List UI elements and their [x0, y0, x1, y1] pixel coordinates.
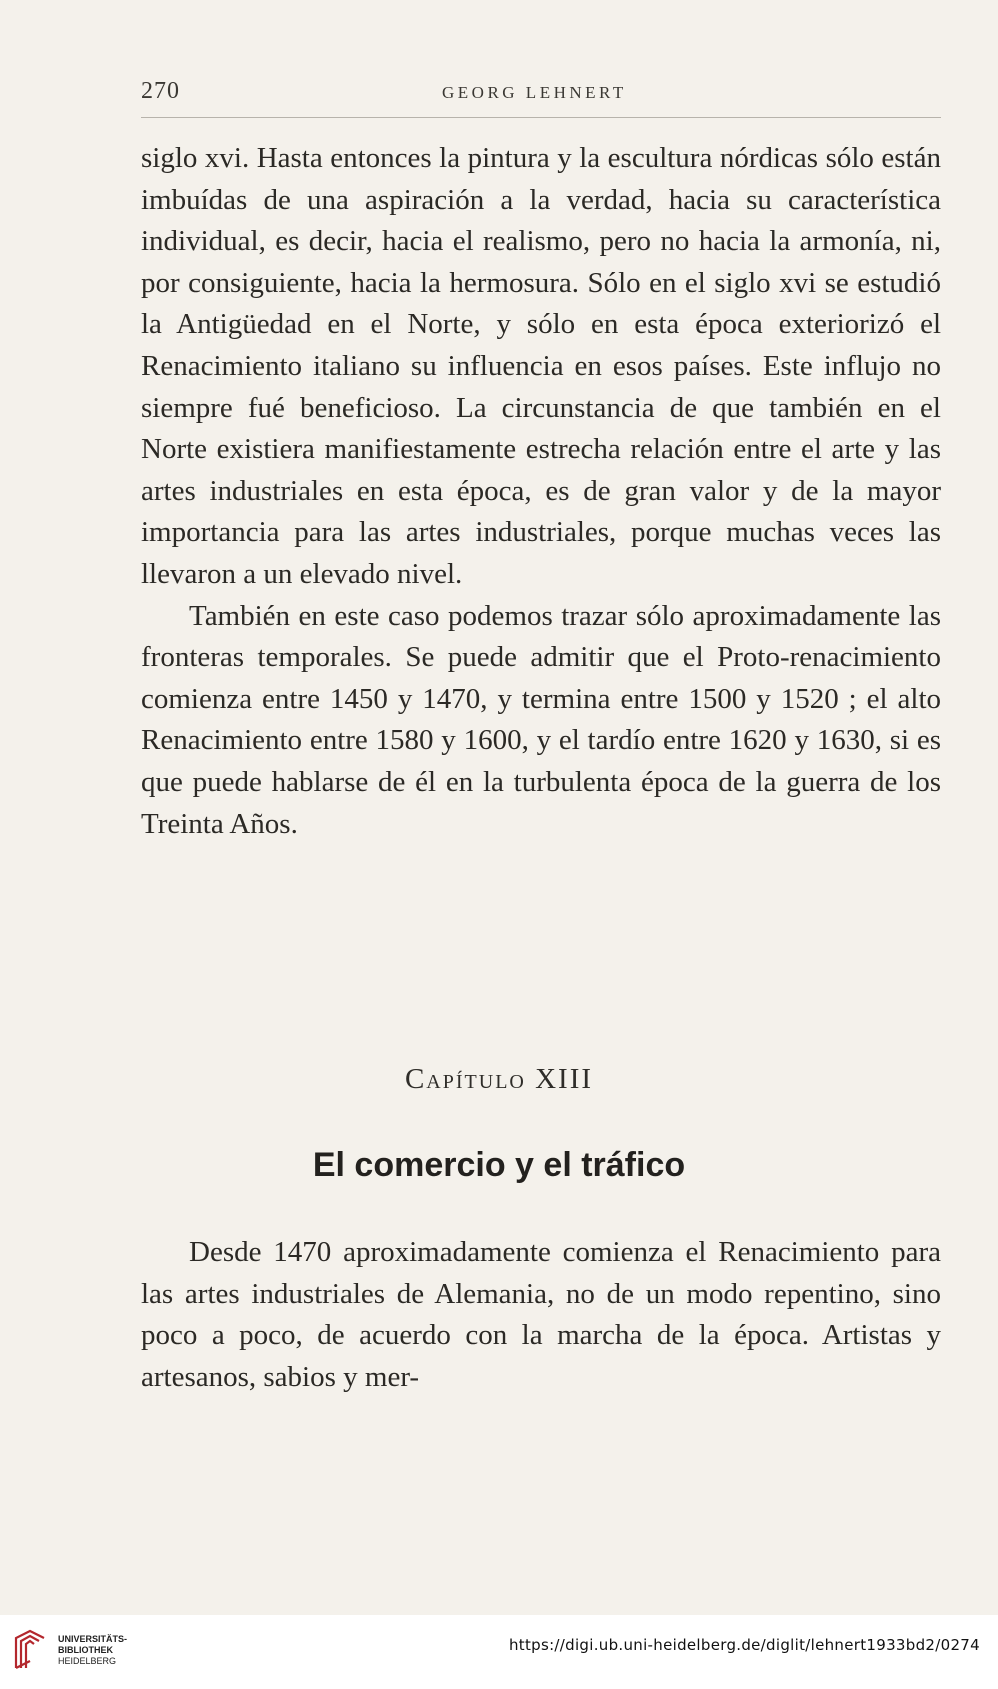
- library-name-line: BIBLIOTHEK: [58, 1645, 113, 1655]
- body-text-section-2: [141, 1232, 941, 1398]
- header-rule: [141, 117, 941, 118]
- chapter-title: El comercio y el tráfico: [312, 1146, 686, 1184]
- paragraph: Desde 1470 aproximadamente comienza el Renacimiento para las artes industriales de Alemania, no de un modo repentino, sino poco a poco, de acuerdo con la marcha de la época. Artistas y artesanos, sabios y mer-: [141, 1236, 941, 1393]
- library-name-line: HEIDELBERG: [58, 1656, 117, 1666]
- chapter-label: [0, 1063, 998, 1096]
- chapter-label-text: Capítulo XIII: [404, 1063, 594, 1095]
- running-head: GEORG LEHNERT: [442, 83, 627, 102]
- source-url-link[interactable]: https://digi.ub.uni-heidelberg.de/diglit/lehnert1933bd2/0274: [508, 1636, 980, 1654]
- paragraph: siglo xvi. Hasta entonces la pintura y la escultura nórdicas sólo están imbuídas de una aspiración a la verdad, hacia su característica individual, es decir, hacia el realismo, pero no hacia la armonía, ni, por consiguiente, hacia la hermosura. Sólo en el siglo xvi se estudió la Antigüedad en el Norte, y sólo en esta época exteriorizó el Renacimiento italiano su influencia en esos países. Este influjo no siempre fué beneficioso. La circunstancia de que también en el Norte existiera manifiestamente estrecha relación entre el arte y las artes industriales en esta época, es de gran valor y de la mayor importancia para las artes industriales, porque muchas veces las llevaron a un elevado nivel.: [141, 142, 941, 590]
- library-name: [58, 1634, 127, 1667]
- library-name-line: UNIVERSITÄTS-: [58, 1634, 128, 1644]
- library-logo-icon: [10, 1628, 50, 1672]
- page-header: [141, 78, 941, 118]
- page-number: 270: [141, 78, 180, 104]
- paragraph: También en este caso podemos trazar sólo aproximadamente las fronteras temporales. Se puede admitir que el Proto-renacimiento comienza entre 1450 y 1470, y termina entre 1500 y 1520 ; el alto Renacimiento entre 1580 y 1600, y el tardío entre 1620 y 1630, si es que puede hablarse de él en la turbulenta época de la guerra de los Treinta Años.: [141, 599, 941, 840]
- library-footer: [0, 1615, 998, 1689]
- body-text-section-1: [141, 138, 941, 845]
